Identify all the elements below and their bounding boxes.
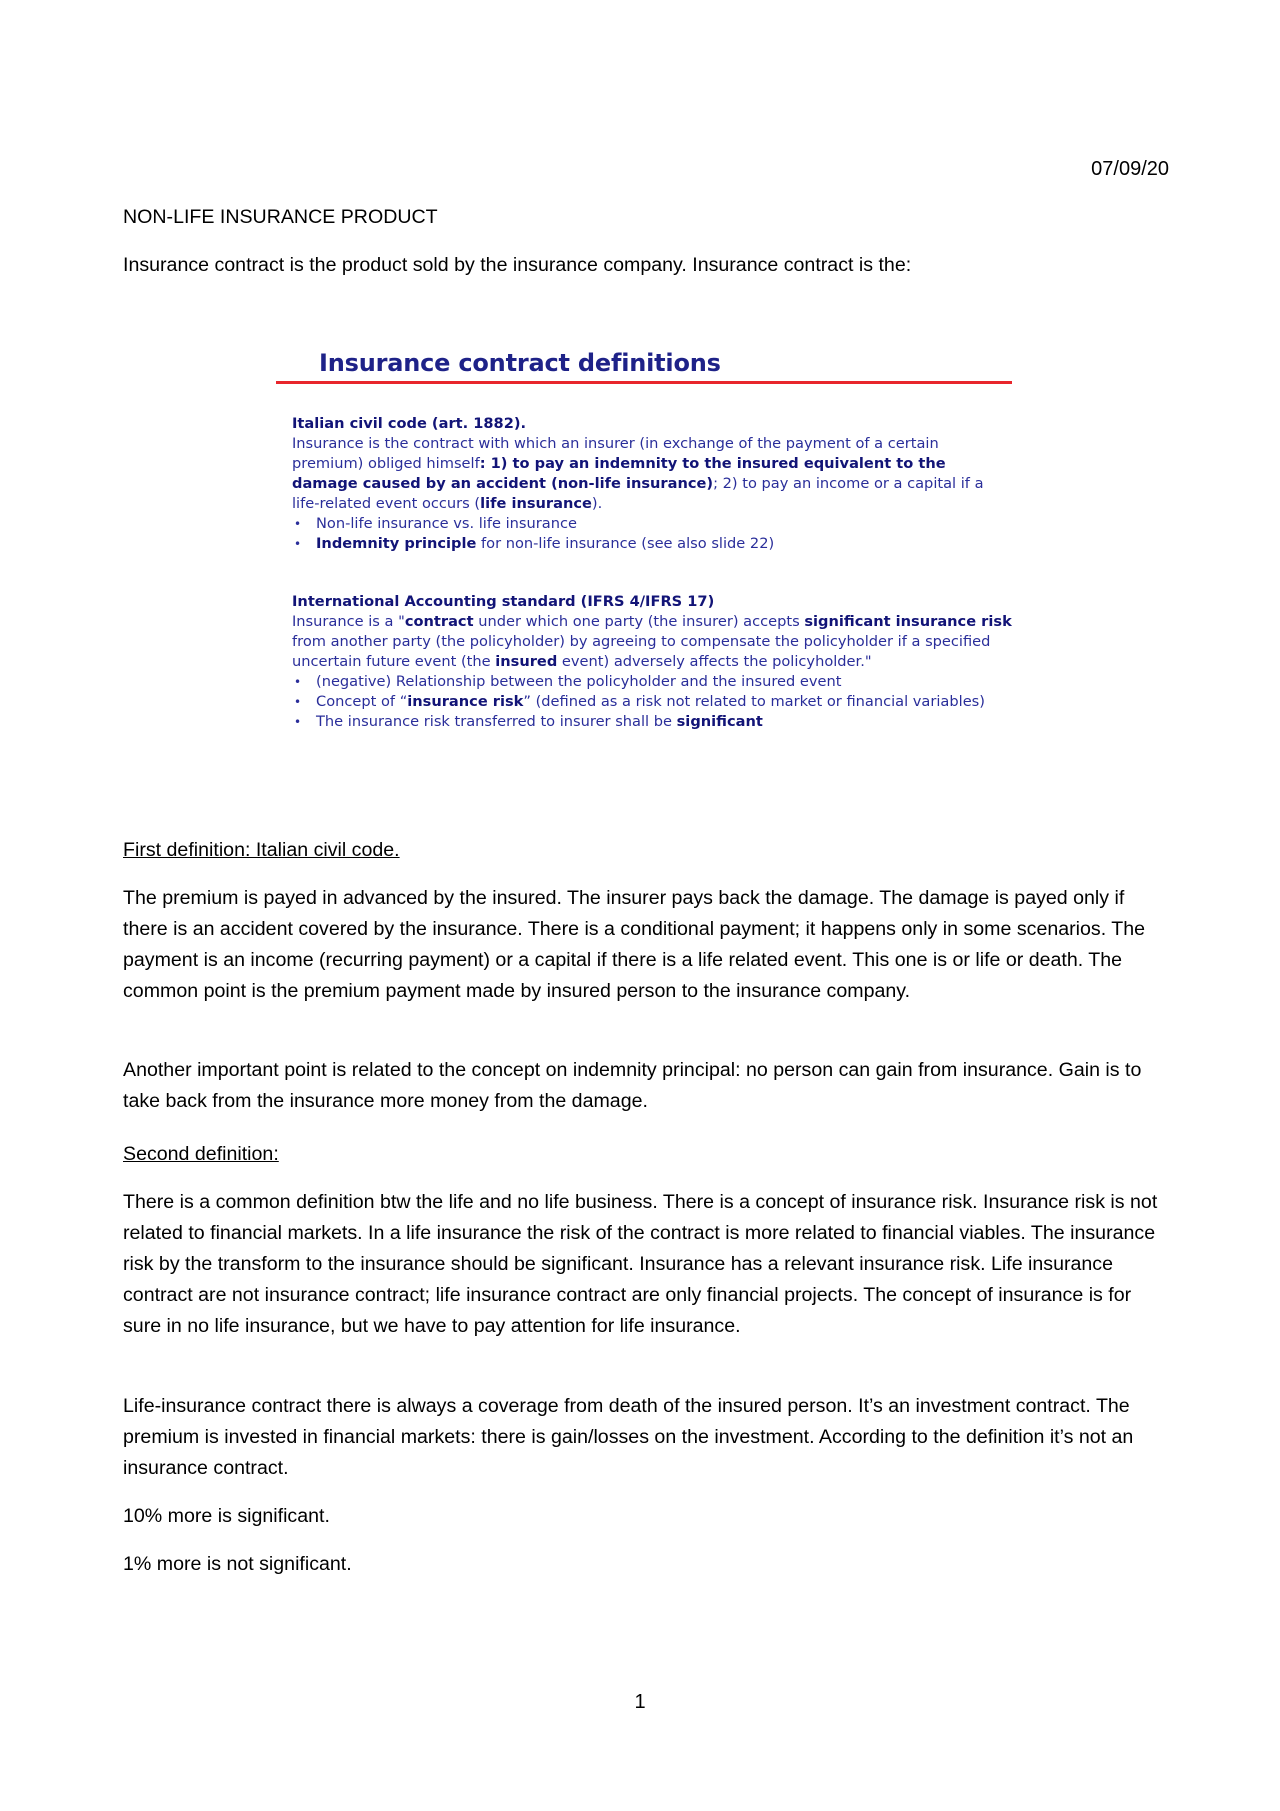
body-paragraph-not-significant: 1% more is not significant. — [123, 1553, 352, 1575]
slide-text: Insurance is the contract with which an insurer (in exchange of the payment of a certain premium) obliged himself — [292, 435, 939, 472]
slide-text-bold: (non-life insurance) — [551, 475, 714, 492]
slide-text-bold: life insurance — [480, 495, 592, 512]
slide-title: Insurance contract definitions — [319, 349, 721, 377]
slide-bullet — [292, 692, 1012, 712]
slide-section-ifrs — [292, 592, 1012, 732]
slide-text-bold: contract — [404, 613, 474, 630]
body-paragraph-indemnity: Another important point is related to the concept on indemnity principal: no person can gain from insurance. Gain is to take back from the insurance more money from the damage. — [123, 1059, 1142, 1112]
slide-text: The insurance risk transferred to insurer shall be — [316, 713, 677, 730]
slide-text-bold: insurance risk — [407, 693, 524, 710]
slide-text: for non-life insurance (see also slide 22) — [476, 535, 775, 552]
slide-text: ). — [591, 495, 603, 512]
slide-section-paragraph — [292, 612, 1012, 672]
page-number: 1 — [634, 1691, 646, 1713]
slide-text: from another party (the policyholder) by agreeing to compensate the policyholder if a specified uncertain future event (the — [292, 633, 991, 670]
body-paragraph-life-insurance: Life-insurance contract there is always a coverage from death of the insured person. It’s an investment contract. The premium is invested in financial markets: there is gain/losses on the investment. According to the definition it’s not an insurance contract. — [123, 1395, 1134, 1479]
slide-text-bold: Indemnity principle — [316, 535, 477, 552]
slide-section-heading: Italian civil code (art. 1882). — [292, 415, 527, 432]
slide-bullet-list — [292, 514, 1012, 554]
slide-section-paragraph — [292, 434, 1012, 514]
document-date: 07/09/20 — [1091, 158, 1169, 180]
body-paragraph-significant: 10% more is significant. — [123, 1505, 330, 1527]
slide-text-bold: significant insurance risk — [804, 613, 1012, 630]
slide-bullet — [292, 534, 1012, 554]
slide-bullet: • Non-life insurance vs. life insurance — [292, 514, 1012, 534]
slide-text-bold: : 1) to pay an indemnity to the insured equivalent to the damage caused by an accident — [292, 455, 946, 492]
slide-text: Insurance is a " — [292, 613, 405, 630]
body-paragraph-premium: The premium is payed in advanced by the insured. The insurer pays back the damage. The damage is payed only if there is an accident covered by the insurance. There is a conditional payment; it happens only in some scenarios. The payment is an income (recurring payment) or a capital if there is a life related event. This one is or life or death. The common point is the premium payment made by insured person to the insurance company. — [123, 887, 1146, 1002]
slide-text-bold: significant — [676, 713, 763, 730]
slide-bullet: • (negative) Relationship between the policyholder and the insured event — [292, 672, 1012, 692]
slide-text: under which one party (the insurer) accepts — [473, 613, 805, 630]
slide-text-bold: insured — [495, 653, 558, 670]
slide-section-italian-civil-code — [292, 414, 1012, 554]
slide-title-underline — [276, 381, 1012, 384]
slide-text: event) adversely affects the policyholder." — [557, 653, 872, 670]
second-definition-heading: Second definition: — [123, 1143, 279, 1165]
slide-text: ; 2) to pay an income or a capital if a life-related event occurs ( — [292, 475, 984, 512]
slide-bullet — [292, 712, 1012, 732]
slide-bullet-list — [292, 672, 1012, 732]
first-definition-heading: First definition: Italian civil code. — [123, 839, 400, 861]
slide-text: Concept of “ — [316, 693, 408, 710]
body-paragraph-insurance-risk: There is a common definition btw the life and no life business. There is a concept of insurance risk. Insurance risk is not related to financial markets. In a life insurance the risk of the contract is more related to financial viables. The insurance risk by the transform to the insurance should be significant. Insurance has a relevant insurance risk. Life insurance contract are not insurance contract; life insurance contract are only financial projects. The concept of insurance is for sure in no life insurance, but we have to pay attention for life insurance. — [123, 1191, 1158, 1337]
intro-paragraph: Insurance contract is the product sold by the insurance company. Insurance contract is the: — [123, 254, 912, 276]
document-title: NON-LIFE INSURANCE PRODUCT — [123, 206, 438, 228]
embedded-slide — [272, 349, 1014, 759]
slide-section-heading: International Accounting standard (IFRS 4/IFRS 17) — [292, 593, 715, 610]
slide-text: ” (defined as a risk not related to market or financial variables) — [523, 693, 985, 710]
